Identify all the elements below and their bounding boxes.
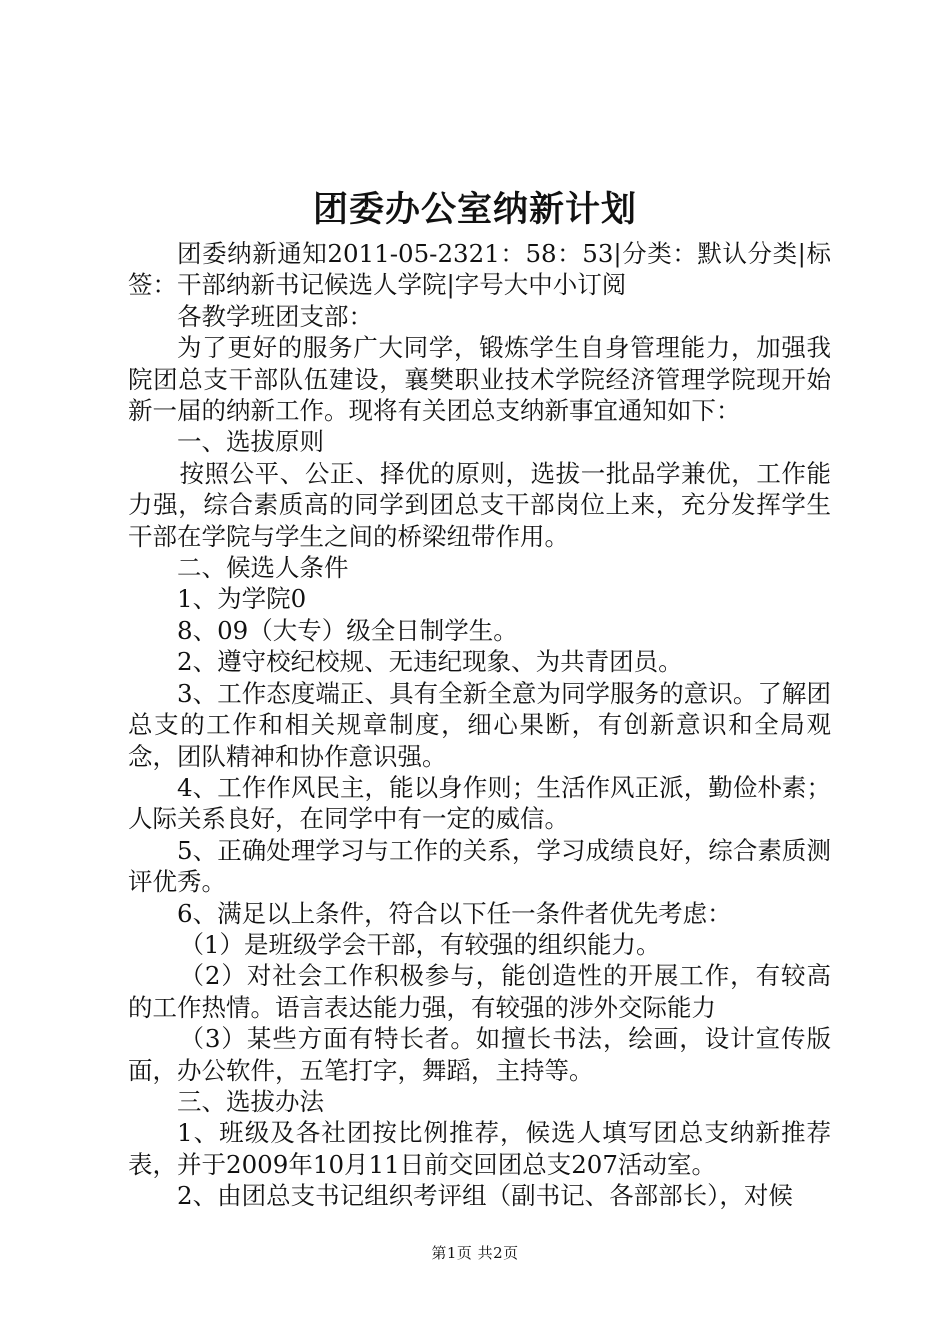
method-item: 2、由团总支书记组织考评组（副书记、各部部长），对候 [177,1181,793,1211]
priority-item: （2）对社会工作积极参与，能创造性的开展工作，有较高的工作热情。语言表达能力强，有较强的涉外交际能力 [128,961,831,1022]
paragraph-principles: 按照公平、公正、择优的原则，选拔一批品学兼优，工作能力强，综合素质高的同学到团总支干部岗位上来，充分发挥学生干部在学院与学生之间的桥梁纽带作用。 [128,458,831,551]
section-heading-principles: 一、选拔原则 [177,427,324,457]
condition-item: 5、正确处理学习与工作的关系，学习成绩良好，综合素质测评优秀。 [128,835,831,897]
page-number-footer: 第1页 共2页 [431,1244,519,1262]
condition-item: 3、工作态度端正、具有全新全意为同学服务的意识。了解团总支的工作和相关规章制度，细心果断，有创新意识和全局观念，团队精神和协作意识强。 [128,678,831,771]
document-body [128,238,831,1212]
priority-item: （3）某些方面有特长者。如擅长书法，绘画，设计宣传版面，办公软件，五笔打字，舞蹈，主持等。 [128,1024,831,1085]
condition-item: 6、满足以上条件，符合以下任一条件者优先考虑： [177,898,732,928]
condition-item: 4、工作作风民主，能以身作则；生活作风正派，勤俭朴素；人际关系良好，在同学中有一定的威信。 [128,772,831,834]
condition-item: 2、遵守校纪校规、无违纪现象、为共青团员。 [177,647,683,677]
paragraph-notice-meta: 团委纳新通知2011-05-2321：58：53|分类：默认分类|标签：干部纳新书记候选人学院|字号大中小订阅 [128,239,831,300]
method-item: 1、班级及各社团按比例推荐，候选人填写团总支纳新推荐表，并于2009年10月11日前交回团总支207活动室。 [128,1118,831,1179]
section-heading-method: 三、选拔办法 [177,1086,324,1116]
document-title: 团委办公室纳新计划 [312,189,637,230]
condition-item: 8、09（大专）级全日制学生。 [177,615,518,645]
condition-item: 1、为学院0 [177,584,307,614]
priority-item: （1）是班级学会干部，有较强的组织能力。 [179,929,661,959]
section-heading-conditions: 二、候选人条件 [177,553,349,583]
paragraph-intro: 为了更好的服务广大同学，锻炼学生自身管理能力，加强我院团总支干部队伍建设，襄樊职业技术学院经济管理学院现开始新一届的纳新工作。现将有关团总支纳新事宜通知如下： [128,333,831,426]
paragraph-salutation: 各教学班团支部： [177,301,373,331]
